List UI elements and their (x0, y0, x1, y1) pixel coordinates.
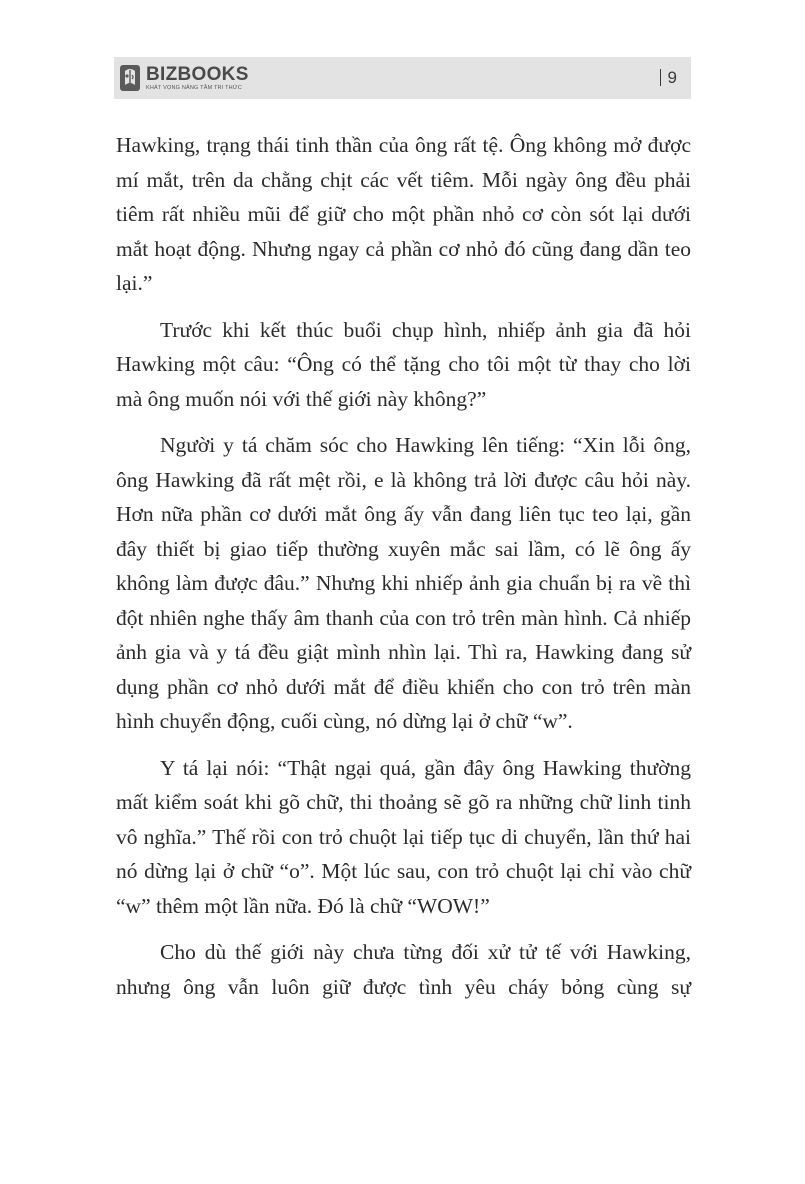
paragraph: Cho dù thế giới này chưa từng đối xử tử tế với Hawking, nhưng ông vẫn luôn giữ được tình yêu cháy bỏng cùng sự (116, 940, 691, 999)
paragraph: Trước khi kết thúc buổi chụp hình, nhiếp ảnh gia đã hỏi Hawking một câu: “Ông có thể tặng cho tôi một từ thay cho lời mà ông muốn nói với thế giới này không?” (116, 317, 691, 411)
page-number-divider (660, 69, 661, 86)
paragraph: Y tá lại nói: “Thật ngại quá, gần đây ông Hawking thường mất kiểm soát khi gõ chữ, thi thoảng sẽ gõ ra những chữ linh tinh vô nghĩa.” Thế rồi con trỏ chuột lại tiếp tục di chuyển, lần thứ hai nó dừng lại ở chữ “o”. Một lúc sau, con trỏ chuột lại chỉ vào chữ “w” thêm một lần nữa. Đó là chữ “WOW!” (116, 755, 691, 918)
bizbooks-logo-icon (119, 64, 141, 92)
brand-logo (119, 61, 249, 95)
page-number-value: 9 (667, 68, 677, 87)
page-header (114, 57, 691, 99)
brand-name: BIZBOOKS (146, 63, 249, 85)
brand-tagline: KHÁT VỌNG NÂNG TẦM TRI THỨC (146, 84, 242, 91)
paragraph: Người y tá chăm sóc cho Hawking lên tiếng: “Xin lỗi ông, ông Hawking đã rất mệt rồi, e là không trả lời được câu hỏi này. Hơn nữa phần cơ dưới mắt ông ấy vẫn đang liên tục teo lại, gần đây thiết bị giao tiếp thường xuyên mắc sai lầm, có lẽ ông ấy không làm được đâu.” Nhưng khi nhiếp ảnh gia chuẩn bị ra về thì đột nhiên nghe thấy âm thanh của con trỏ trên màn hình. Cả nhiếp ảnh gia và y tá đều giật mình nhìn lại. Thì ra, Hawking đang sử dụng phần cơ nhỏ dưới mắt để điều khiển cho con trỏ trên màn hình chuyển động, cuối cùng, nó dừng lại ở chữ “w”. (116, 433, 691, 733)
page-number (660, 69, 677, 87)
paragraph: Hawking, trạng thái tinh thần của ông rất tệ. Ông không mở được mí mắt, trên da chằng chịt các vết tiêm. Mỗi ngày ông đều phải tiêm rất nhiều mũi để giữ cho một phần nhỏ cơ còn sót lại dưới mắt hoạt động. Nhưng ngay cả phần cơ nhỏ đó cũng đang dần teo lại.” (116, 133, 691, 295)
page-body (116, 128, 691, 1016)
